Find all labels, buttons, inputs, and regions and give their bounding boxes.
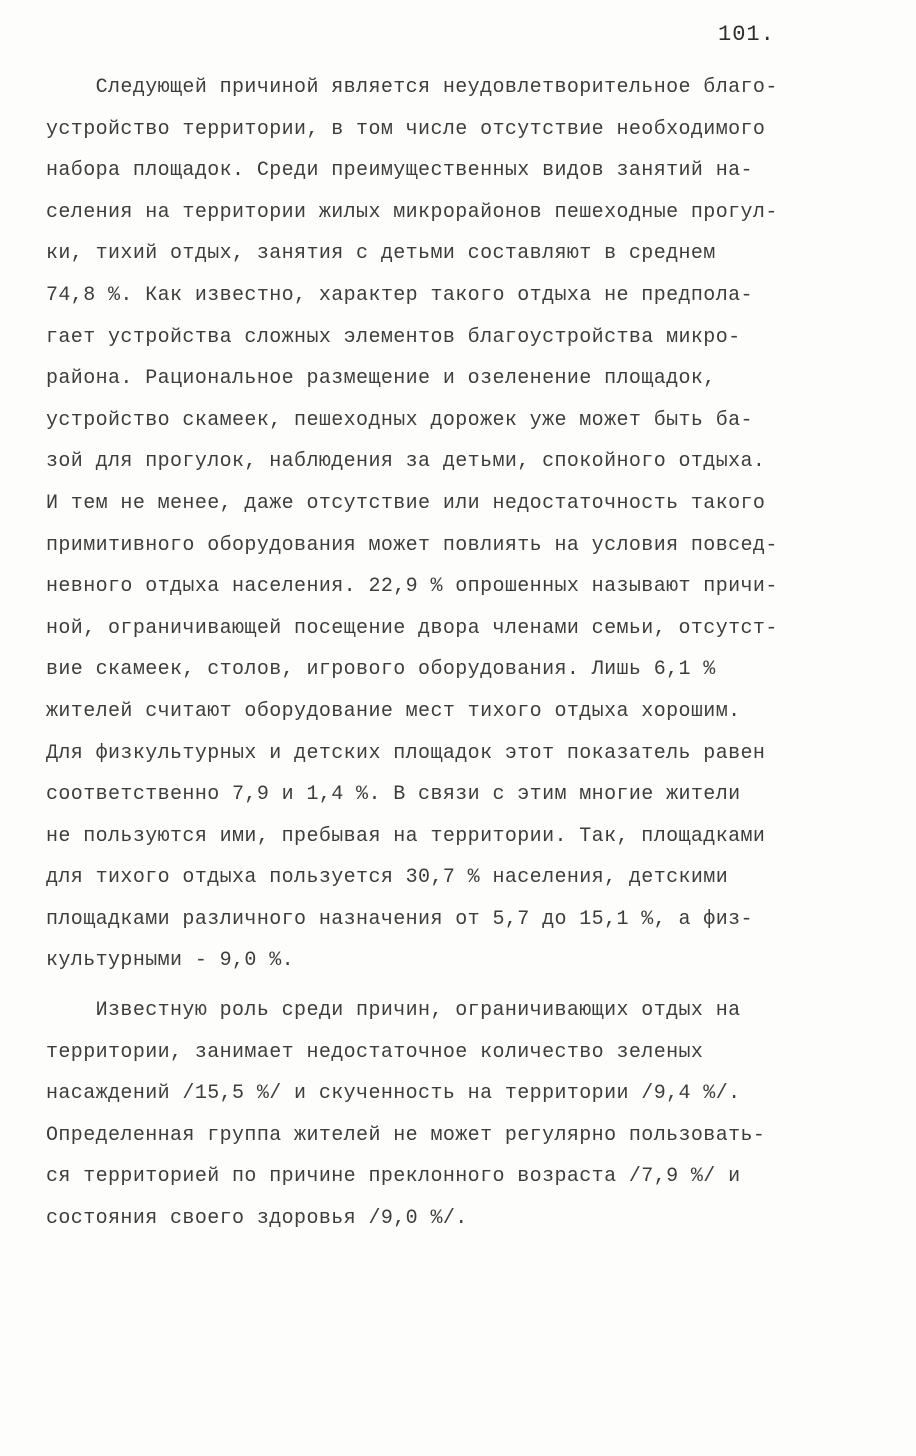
text-line: селения на территории жилых микрорайонов пешеходные прогул- xyxy=(46,200,778,224)
text-line: вие скамеек, столов, игрового оборудования. Лишь 6,1 % xyxy=(46,658,716,682)
text-line: ся территорией по причине преклонного возраста /7,9 %/ и xyxy=(46,1165,741,1189)
text-line: И тем не менее, даже отсутствие или недостаточность такого xyxy=(46,491,766,515)
paragraph-1 xyxy=(46,67,778,982)
text-line: территории, занимает недостаточное количество зеленых xyxy=(46,1040,704,1064)
text-line: устройство территории, в том числе отсутствие необходимого xyxy=(46,117,766,141)
text-line: Для физкультурных и детских площадок этот показатель равен xyxy=(46,741,766,765)
paragraph-2 xyxy=(46,990,765,1240)
text-line: примитивного оборудования может повлиять на условия повсед- xyxy=(46,533,778,557)
text-line: для тихого отдыха пользуется 30,7 % населения, детскими xyxy=(46,866,729,890)
page-number: 101. xyxy=(718,22,775,47)
text-line: устройство скамеек, пешеходных дорожек уже может быть ба- xyxy=(46,408,753,432)
text-line: 74,8 %. Как известно, характер такого отдыха не предпола- xyxy=(46,283,753,307)
text-line: жителей считают оборудование мест тихого отдыха хорошим. xyxy=(46,699,741,723)
text-line: района. Рациональное размещение и озеленение площадок, xyxy=(46,367,716,391)
text-line: ки, тихий отдых, занятия с детьми составляют в среднем xyxy=(46,242,716,266)
text-line: насаждений /15,5 %/ и скученность на территории /9,4 %/. xyxy=(46,1082,741,1106)
text-line: Известную роль среди причин, ограничивающих отдых на xyxy=(46,999,741,1022)
text-line: зой для прогулок, наблюдения за детьми, спокойного отдыха. xyxy=(46,450,766,474)
text-line: ной, ограничивающей посещение двора членами семьи, отсутст- xyxy=(46,616,778,640)
text-line: набора площадок. Среди преимущественных видов занятий на- xyxy=(46,159,753,183)
text-line: соответственно 7,9 и 1,4 %. В связи с этим многие жители xyxy=(46,783,741,807)
text-line: культурными - 9,0 %. xyxy=(46,949,295,973)
text-line: площадками различного назначения от 5,7 до 15,1 %, а физ- xyxy=(46,907,753,931)
text-line: Определенная группа жителей не может регулярно пользовать- xyxy=(46,1123,766,1147)
text-line: не пользуются ими, пребывая на территории. Так, площадками xyxy=(46,824,766,848)
text-line: невного отдыха населения. 22,9 % опрошенных называют причи- xyxy=(46,575,778,599)
text-line: состояния своего здоровья /9,0 %/. xyxy=(46,1206,468,1230)
text-line: Следующей причиной является неудовлетворительное благо- xyxy=(46,76,778,99)
text-line: гает устройства сложных элементов благоустройства микро- xyxy=(46,325,741,349)
